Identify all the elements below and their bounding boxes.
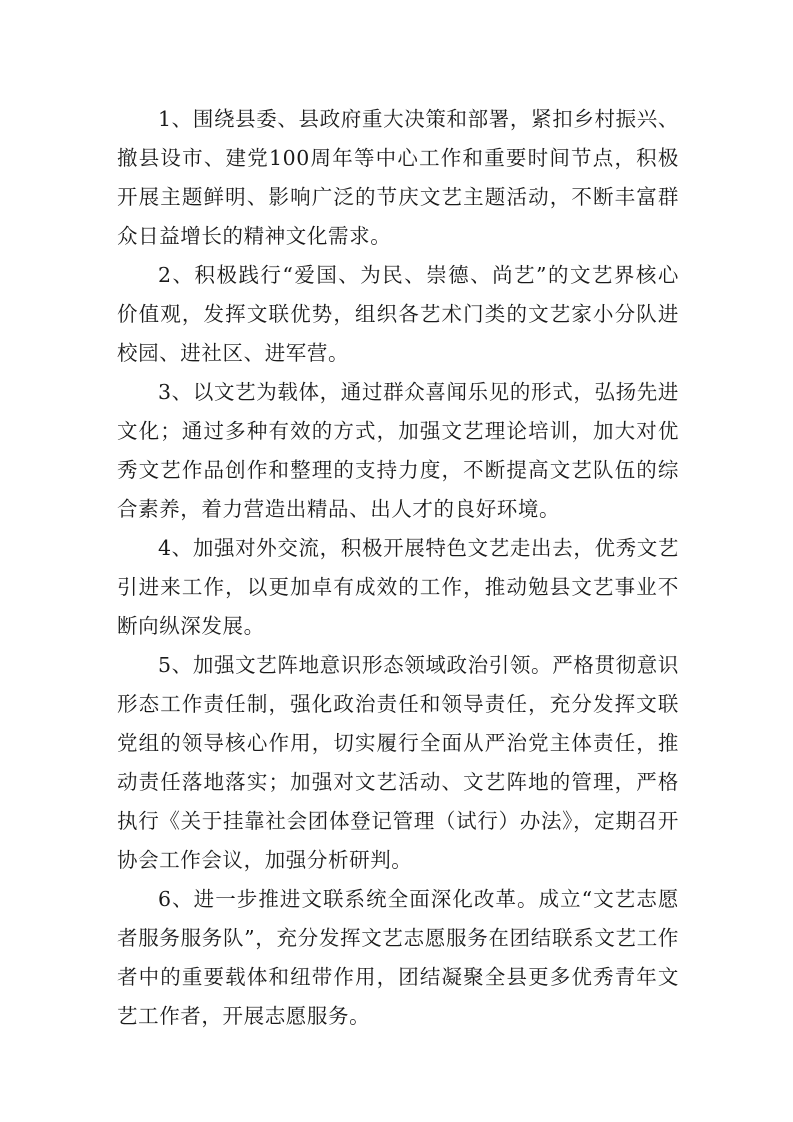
paragraph-4: 4、加强对外交流，积极开展特色文艺走出去，优秀文艺引进来工作，以更加卓有成效的工作，推动勉县文艺事业不断向纵深发展。 <box>117 536 679 638</box>
paragraph-3: 3、以文艺为载体，通过群众喜闻乐见的形式，弘扬先进文化；通过多种有效的方式，加强文艺理论培训，加大对优秀文艺作品创作和整理的支持力度，不断提高文艺队伍的综合素养，着力营造出精品、出人才的良好环境。 <box>117 380 679 521</box>
paragraph-6: 6、进一步推进文联系统全面深化改革。成立“文艺志愿者服务服务队”，充分发挥文艺志愿服务在团结联系文艺工作者中的重要载体和纽带作用，团结凝聚全县更多优秀青年文艺工作者，开展志愿服务。 <box>117 887 679 1028</box>
paragraph-1: 1、围绕县委、县政府重大决策和部署，紧扣乡村振兴、撤县设市、建党100周年等中心工作和重要时间节点，积极开展主题鲜明、影响广泛的节庆文艺主题活动，不断丰富群众日益增长的精神文化需求。 <box>117 107 679 248</box>
paragraph-5: 5、加强文艺阵地意识形态领域政治引领。严格贯彻意识形态工作责任制，强化政治责任和领导责任，充分发挥文联党组的领导核心作用，切实履行全面从严治党主体责任，推动责任落地落实；加强对文艺活动、文艺阵地的管理，严格执行《关于挂靠社会团体登记管理（试行）办法》，定期召开协会工作会议，加强分析研判。 <box>117 653 679 872</box>
paragraph-2: 2、积极践行“爱国、为民、崇德、尚艺”的文艺界核心价值观，发挥文联优势，组织各艺术门类的文艺家小分队进校园、进社区、进军营。 <box>117 263 679 365</box>
document-body <box>117 100 679 1036</box>
